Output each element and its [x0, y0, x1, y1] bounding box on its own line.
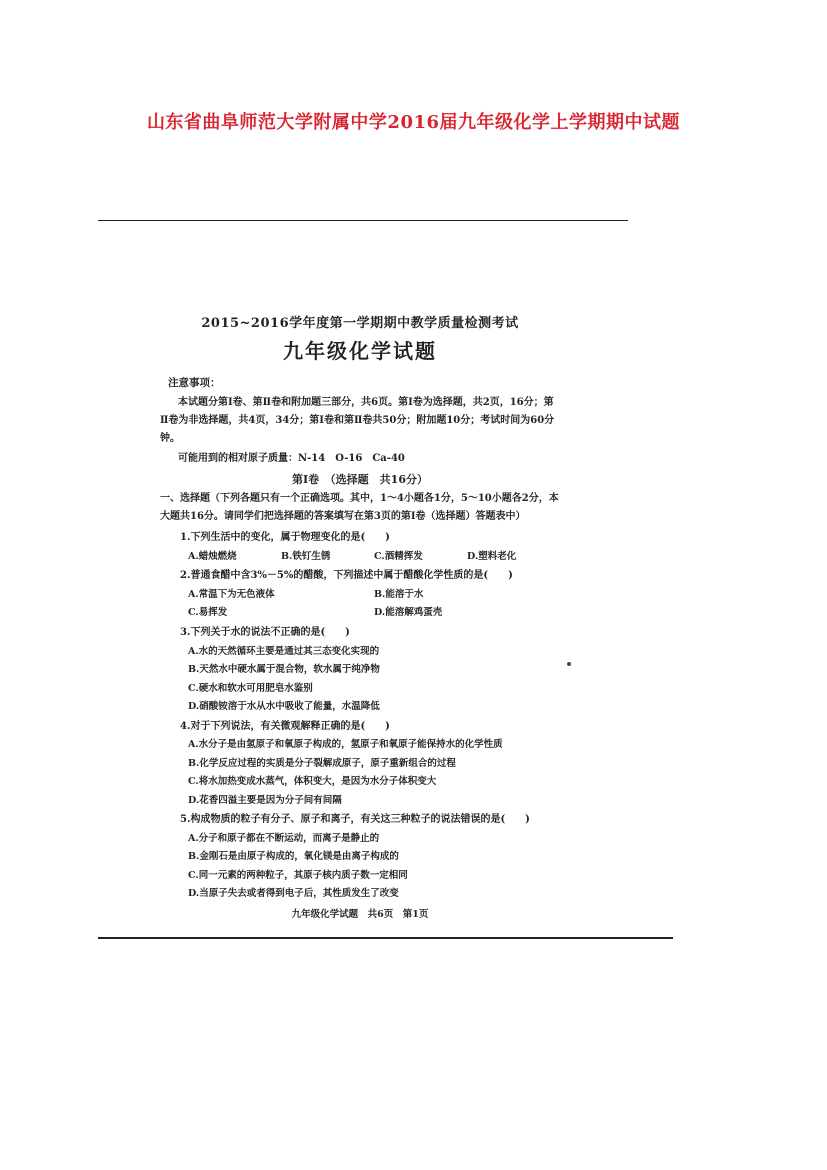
question-stem: 3.下列关于水的说法不正确的是( )	[180, 627, 350, 638]
question-options	[188, 586, 560, 623]
scan-border-top	[98, 220, 628, 221]
question-1	[180, 528, 560, 566]
document-title: 山东省曲阜师范大学附属中学2016届九年级化学上学期期中试题	[146, 112, 681, 133]
notes-heading: 注意事项：	[168, 377, 221, 390]
question-2	[180, 566, 560, 623]
option-a: A.常温下为无色液体	[188, 588, 275, 600]
question-3	[180, 623, 560, 717]
question-stem: 4.对于下列说法，有关微观解释正确的是( )	[180, 720, 390, 732]
exam-title: 九年级化学试题	[283, 339, 437, 364]
option-c: C.酒精挥发	[374, 550, 423, 562]
option-a: A.分子和原子都在不断运动，而离子是静止的	[188, 832, 380, 844]
option-b: B.能溶于水	[374, 588, 424, 600]
notes-paragraph: 本试题分第Ⅰ卷、第Ⅱ卷和附加题三部分，共6页。第Ⅰ卷为选择题，共2页，16分；第Ⅱ卷为非选择题，共4页，34分；第Ⅰ卷和第Ⅱ卷共50分；附加题10分；考试时间为60分钟。	[160, 397, 555, 445]
question-stem: 5.构成物质的粒子有分子、原子和离子，有关这三种粒子的说法错误的是( )	[180, 814, 530, 826]
option-a: A.水分子是由氢原子和氧原子构成的，氢原子和氧原子能保持水的化学性质	[188, 739, 503, 751]
option-c: C.将水加热变成水蒸气，体积变大，是因为水分子体积变大	[188, 776, 437, 788]
section-title: 第Ⅰ卷 （选择题 共16分）	[292, 473, 428, 487]
exam-header: 2015~2016学年度第一学期期中教学质量检测考试	[201, 316, 519, 331]
atomic-mass-note: 可能用到的相对原子质量：N-14 O-16 Ca-40	[178, 453, 405, 465]
scan-border-bottom	[98, 937, 673, 939]
option-d: D.能溶解鸡蛋壳	[374, 607, 443, 619]
option-a: A.蜡烛燃烧	[188, 550, 237, 562]
section-intro: 一、选择题（下列各题只有一个正确选项。其中，1～4小题各1分，5～10小题各2分，本大题共16分。请同学们把选择题的答案填写在第3页的第Ⅰ卷（选择题）答题表中）	[160, 493, 559, 523]
option-d: D.硝酸铵溶于水从水中吸收了能量，水温降低	[188, 701, 380, 713]
question-stem: 1.下列生活中的变化，属于物理变化的是( )	[180, 532, 390, 544]
option-d: D.塑料老化	[467, 550, 517, 562]
option-b: B.铁钉生锈	[281, 550, 331, 562]
question-options	[188, 736, 560, 810]
option-c: C.易挥发	[188, 607, 228, 619]
option-b: B.天然水中硬水属于混合物，软水属于纯净物	[188, 664, 380, 676]
question-5	[180, 810, 560, 904]
option-d: D.当原子失去或者得到电子后，其性质发生了改变	[188, 888, 399, 900]
question-options	[188, 643, 560, 717]
scanned-exam-page	[160, 300, 560, 922]
page-footer: 九年级化学试题 共6页 第1页	[291, 908, 429, 920]
question-stem: 2.普通食醋中含3%－5%的醋酸，下列描述中属于醋酸化学性质的是( )	[180, 570, 513, 582]
question-4	[180, 717, 560, 811]
option-c: C.硬水和软水可用肥皂水鉴别	[188, 682, 313, 694]
option-c: C.同一元素的两种粒子，其原子核内质子数一定相同	[188, 869, 408, 881]
question-options	[188, 548, 560, 567]
option-b: B.化学反应过程的实质是分子裂解成原子，原子重新组合的过程	[188, 757, 456, 769]
scan-speck	[567, 662, 571, 666]
option-d: D.花香四溢主要是因为分子间有间隔	[188, 794, 342, 806]
option-b: B.金刚石是由原子构成的，氧化镁是由离子构成的	[188, 851, 399, 863]
question-options	[188, 830, 560, 904]
option-a: A.水的天然循环主要是通过其三态变化实现的	[188, 645, 380, 657]
